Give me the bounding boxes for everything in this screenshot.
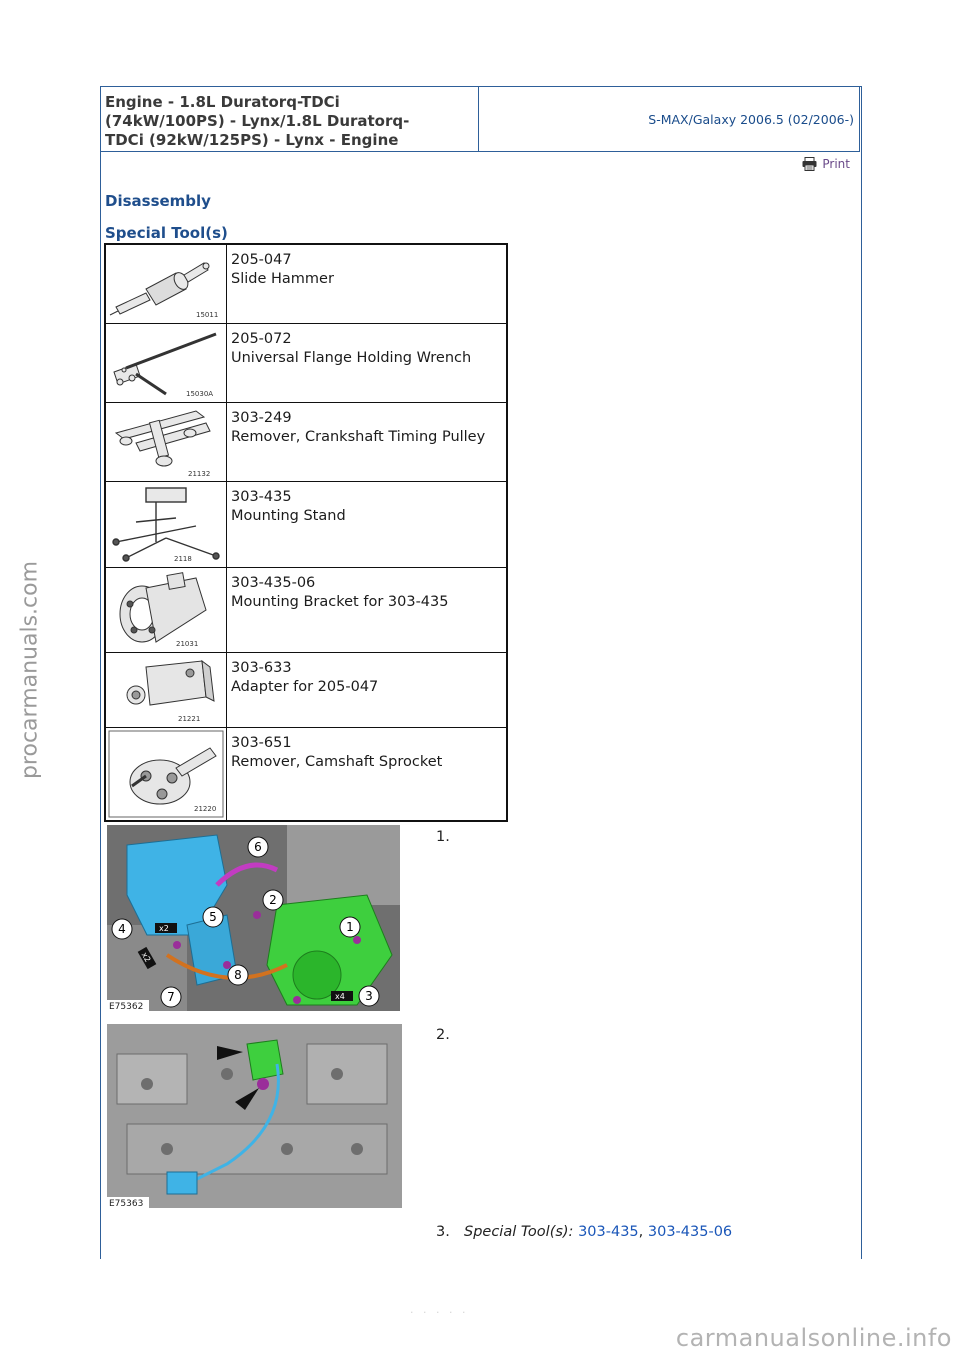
figure-code: 21221 [178, 714, 201, 723]
callout-8: 8 [234, 968, 242, 982]
link-separator: , [638, 1224, 648, 1240]
tool-number: 303-435 [231, 488, 292, 505]
mounting-stand-icon [106, 482, 226, 566]
tool-image-cell [105, 652, 227, 727]
callout-4: 4 [118, 922, 126, 936]
tool-image-cell [105, 402, 227, 481]
title-line-2: (74kW/100PS) - Lynx/1.8L Duratorq- [105, 112, 410, 130]
tool-description [227, 727, 508, 821]
document-header [100, 86, 860, 152]
figure-code: 21220 [194, 804, 217, 813]
section-title: Disassembly [105, 192, 211, 210]
vehicle-model: S-MAX/Galaxy 2006.5 (02/2006-) [648, 111, 854, 127]
figure-code: 15030A [186, 389, 214, 398]
adapter-icon [106, 653, 226, 726]
callout-3: 3 [365, 989, 373, 1003]
tool-link-303-435-06[interactable]: 303-435-06 [647, 1224, 733, 1240]
step-1-figure [107, 825, 400, 1011]
tool-number: 303-249 [231, 409, 292, 426]
special-tools-table [104, 243, 508, 822]
printer-icon [802, 157, 817, 171]
side-watermark [10, 560, 50, 780]
tool-row [105, 323, 507, 402]
tool-row [105, 244, 507, 323]
tool-link-303-435[interactable]: 303-435 [578, 1224, 639, 1240]
tool-row [105, 481, 507, 567]
step-instruction [464, 1224, 732, 1240]
side-watermark-text: procarmanuals.com [17, 560, 43, 780]
tool-name: Slide Hammer [231, 271, 334, 287]
slide-hammer-icon [106, 245, 226, 322]
special-tools-title: Special Tool(s) [105, 224, 228, 242]
multiplier-x2: x2 [139, 950, 153, 964]
tool-image-cell [105, 727, 227, 821]
tool-name: Remover, Camshaft Sprocket [231, 753, 443, 770]
pulley-remover-icon [106, 403, 226, 480]
flange-wrench-icon [106, 324, 226, 401]
tool-number: 205-072 [231, 330, 292, 347]
tool-row [105, 727, 507, 821]
step-number: 3. [436, 1224, 450, 1240]
print-label: Print [822, 157, 850, 171]
tool-description [227, 323, 508, 402]
tool-row [105, 652, 507, 727]
document-title [101, 87, 479, 151]
tool-number: 303-633 [231, 659, 292, 676]
figure-code: 2118 [174, 554, 192, 563]
tool-name: Mounting Stand [231, 507, 346, 524]
tool-image-cell [105, 323, 227, 402]
tool-description [227, 244, 508, 323]
step-number: 2. [436, 1027, 450, 1043]
step-number: 1. [436, 829, 450, 845]
multiplier-x2: x2 [159, 924, 169, 933]
tool-image-cell [105, 567, 227, 652]
tool-name: Mounting Bracket for 303-435 [231, 593, 449, 610]
figure-code: E75363 [109, 1199, 144, 1208]
tool-name: Adapter for 205-047 [231, 678, 379, 695]
sprocket-remover-icon [106, 728, 226, 820]
mounting-bracket-icon [106, 568, 226, 651]
page-number-faint: · · · · · [410, 1306, 469, 1319]
figure-code: 15011 [196, 311, 219, 319]
figure-code: 21132 [188, 469, 211, 478]
tool-row [105, 402, 507, 481]
callout-5: 5 [209, 910, 217, 924]
tool-number: 205-047 [231, 252, 292, 268]
multiplier-x4: x4 [335, 992, 345, 1001]
title-line-3: TDCi (92kW/125PS) - Lynx - Engine [105, 131, 399, 149]
tool-description [227, 567, 508, 652]
figure-code: E75362 [109, 1002, 144, 1011]
figure-code: 21031 [176, 639, 199, 648]
tool-name: Remover, Crankshaft Timing Pulley [231, 428, 486, 445]
tool-row [105, 567, 507, 652]
tool-name: Universal Flange Holding Wrench [231, 349, 472, 366]
title-line-1: Engine - 1.8L Duratorq-TDCi [105, 93, 340, 111]
tool-number: 303-435-06 [231, 574, 316, 591]
callout-6: 6 [254, 840, 262, 854]
callout-2: 2 [269, 893, 277, 907]
tool-description [227, 402, 508, 481]
special-tools-label: Special Tool(s): [464, 1224, 574, 1240]
callout-1: 1 [346, 920, 354, 934]
bottom-watermark: carmanualsonline.info [675, 1324, 952, 1352]
tool-image-cell [105, 244, 227, 323]
tool-number: 303-651 [231, 734, 292, 751]
callout-7: 7 [167, 990, 175, 1004]
tool-description [227, 652, 508, 727]
tool-image-cell [105, 481, 227, 567]
tool-description [227, 481, 508, 567]
step-2-figure [107, 1024, 402, 1208]
print-button[interactable] [802, 157, 850, 171]
